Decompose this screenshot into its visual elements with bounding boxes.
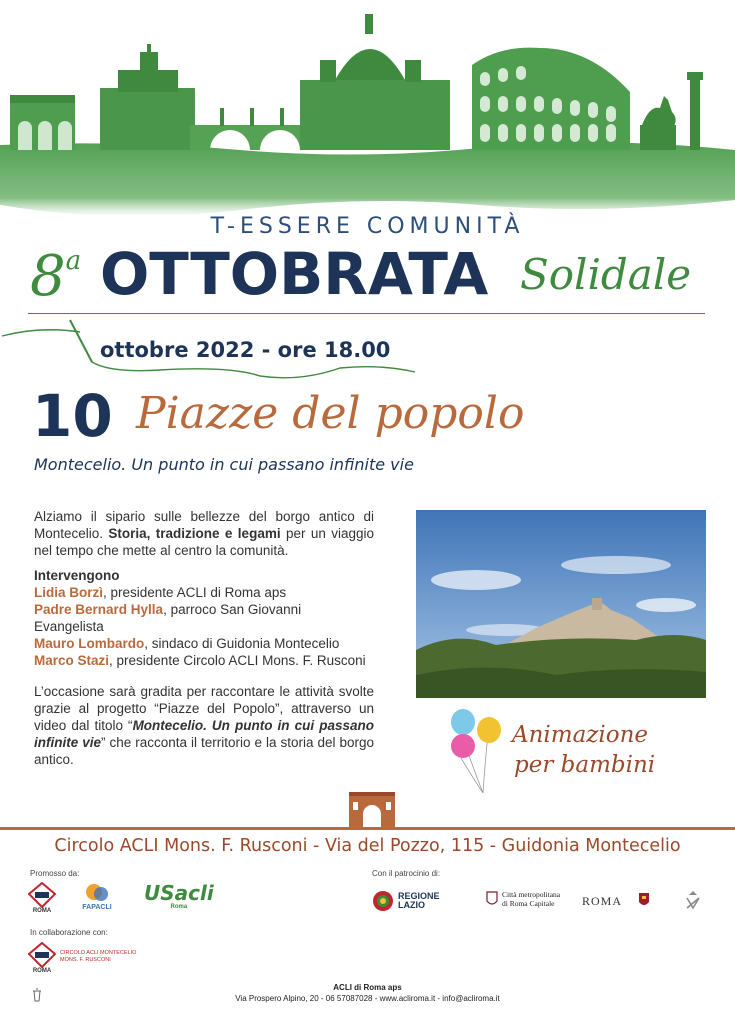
speaker-item: Lidia Borzì, presidente ACLI di Roma aps	[34, 585, 287, 600]
intro-paragraph: Alziamo il sipario sulle bellezze del borgo antico di Montecelio. Storia, tradizione e legami per un viaggio nel tempo che mette al centro la comunità.	[34, 509, 375, 558]
footer-org-name: ACLI di Roma aps	[333, 983, 402, 992]
vicariate-emblem-icon	[684, 890, 702, 910]
closing-paragraph: L’occasione sarà gradita per raccontare le attività svolte grazie al progetto “Piazze del Popolo”, attraverso un video dal titolo “Montecelio. Un punto in cui passano infinite vie” che racconta il territorio e la storia del borgo antico.	[34, 684, 374, 767]
speaker-item: Padre Bernard Hylla, parroco San Giovanni Evangelista	[34, 602, 302, 634]
arch-gate-icon	[349, 792, 395, 830]
event-title-script: Solidale	[520, 250, 692, 299]
acli-roma-logo: ROMA	[28, 882, 56, 914]
roma-shield-icon	[638, 892, 650, 908]
us-acli-logo: USacli Roma	[144, 881, 214, 910]
event-tagline: Montecelio. Un punto in cui passano infinite vie	[34, 455, 414, 474]
montecelio-photo	[416, 510, 706, 698]
promoted-by-label: Promosso da:	[30, 869, 80, 878]
citta-metropolitana-logo: Città metropolitana di Roma Capitale	[486, 890, 560, 908]
speaker-item: Mauro Lombardo, sindaco di Guidonia Montecelio	[34, 636, 340, 651]
acli-logo-icon	[28, 942, 56, 968]
crest-icon	[486, 891, 498, 907]
patronage-label: Con il patrocinio di:	[372, 869, 441, 878]
title-divider	[28, 313, 705, 314]
speakers-heading: Intervengono	[34, 568, 120, 583]
acli-logo-icon	[28, 882, 56, 908]
collaboration-label: In collaborazione con:	[30, 928, 108, 937]
venue-divider	[0, 827, 735, 830]
circolo-acli-name: CIRCOLO ACLI MONTECELIO MONS. F. RUSCONI	[60, 950, 137, 963]
edition-number: 8$^a$	[30, 244, 82, 309]
regione-lazio-logo: REGIONE LAZIO	[372, 888, 462, 914]
event-day-number: 10	[32, 382, 113, 450]
event-series-subtitle: T-ESSERE COMUNITÀ	[210, 214, 525, 239]
balloons-icon	[443, 708, 513, 798]
rome-skyline-illustration	[0, 0, 735, 215]
fap-acli-logo: FAPACLI	[82, 882, 112, 911]
footer-contacts	[0, 982, 735, 1004]
project-name: Piazze del popolo	[136, 388, 525, 439]
circolo-acli-logo: ROMA	[28, 942, 56, 974]
venue-address: Circolo ACLI Mons. F. Rusconi - Via del Pozzo, 115 - Guidonia Montecelio	[54, 836, 681, 856]
fap-acli-icon	[82, 882, 112, 904]
edition-suffix: a	[65, 246, 82, 277]
speakers-list	[34, 567, 374, 669]
speaker-item: Marco Stazi, presidente Circolo ACLI Mons. F. Rusconi	[34, 653, 366, 668]
event-description	[34, 508, 374, 768]
footer-address: Via Prospero Alpino, 20 - 06 57087028 - www.acliroma.it - info@acliroma.it	[235, 994, 500, 1003]
event-date: ottobre 2022 - ore 18.00	[100, 338, 391, 362]
regione-lazio-icon	[372, 890, 394, 912]
event-title: OTTOBRATA	[100, 240, 489, 308]
roma-capitale-logo: ROMA	[582, 894, 623, 908]
kids-animation-label: Animazione per bambini	[512, 722, 656, 778]
